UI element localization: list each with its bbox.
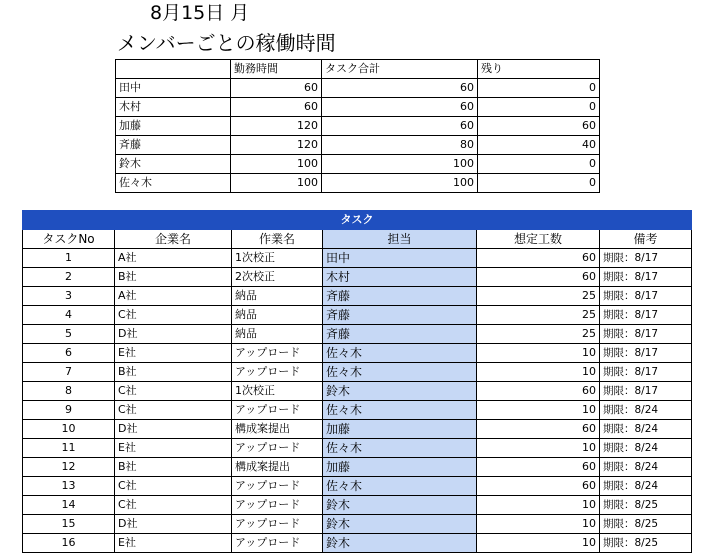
hours-cell[interactable]: 10: [477, 496, 600, 515]
note-cell[interactable]: 期限：8/17: [600, 325, 692, 344]
member-value-cell[interactable]: 100: [322, 174, 478, 193]
note-cell[interactable]: 期限：8/24: [600, 458, 692, 477]
assignee-cell[interactable]: 佐々木: [323, 401, 477, 420]
company-cell[interactable]: B社: [115, 268, 232, 287]
task-row: [23, 515, 692, 534]
note-cell[interactable]: 期限：8/25: [600, 534, 692, 553]
task-row: [23, 534, 692, 553]
note-cell[interactable]: 期限：8/24: [600, 420, 692, 439]
company-cell[interactable]: E社: [115, 439, 232, 458]
member-name-cell[interactable]: 加藤: [116, 117, 231, 136]
company-cell[interactable]: D社: [115, 325, 232, 344]
company-cell[interactable]: D社: [115, 515, 232, 534]
note-cell[interactable]: 期限：8/24: [600, 477, 692, 496]
member-value-cell[interactable]: 60: [231, 98, 322, 117]
task-column-header: 作業名: [232, 230, 323, 249]
task-column-header: 備考: [600, 230, 692, 249]
assignee-cell[interactable]: 佐々木: [323, 363, 477, 382]
member-column-header: 残り: [478, 60, 600, 79]
task-column-header: 担当: [323, 230, 477, 249]
task-no-cell[interactable]: 16: [23, 534, 115, 553]
note-cell[interactable]: 期限：8/24: [600, 401, 692, 420]
task-table: [22, 210, 692, 553]
company-cell[interactable]: C社: [115, 496, 232, 515]
member-value-cell[interactable]: 100: [322, 155, 478, 174]
note-cell[interactable]: 期限：8/17: [600, 363, 692, 382]
task-no-cell[interactable]: 13: [23, 477, 115, 496]
member-value-cell[interactable]: 0: [478, 98, 600, 117]
member-row: [116, 136, 600, 155]
member-value-cell[interactable]: 80: [322, 136, 478, 155]
note-cell[interactable]: 期限：8/25: [600, 515, 692, 534]
hours-cell[interactable]: 60: [477, 458, 600, 477]
task-no-cell[interactable]: 12: [23, 458, 115, 477]
company-cell[interactable]: C社: [115, 401, 232, 420]
work-cell[interactable]: アップロード: [232, 477, 323, 496]
hours-cell[interactable]: 60: [477, 268, 600, 287]
member-row: [116, 79, 600, 98]
hours-cell[interactable]: 10: [477, 363, 600, 382]
task-row: [23, 420, 692, 439]
member-value-cell[interactable]: 60: [478, 117, 600, 136]
company-cell[interactable]: C社: [115, 477, 232, 496]
task-no-cell[interactable]: 1: [23, 249, 115, 268]
hours-cell[interactable]: 25: [477, 287, 600, 306]
task-no-cell[interactable]: 14: [23, 496, 115, 515]
member-name-cell[interactable]: 斉藤: [116, 136, 231, 155]
member-value-cell[interactable]: 100: [231, 155, 322, 174]
hours-cell[interactable]: 10: [477, 515, 600, 534]
company-cell[interactable]: B社: [115, 363, 232, 382]
task-column-header: 企業名: [115, 230, 232, 249]
company-cell[interactable]: D社: [115, 420, 232, 439]
member-header-row: [116, 60, 600, 79]
member-value-cell[interactable]: 40: [478, 136, 600, 155]
work-cell[interactable]: アップロード: [232, 363, 323, 382]
hours-cell[interactable]: 10: [477, 344, 600, 363]
task-row: [23, 439, 692, 458]
assignee-cell[interactable]: 斉藤: [323, 306, 477, 325]
task-no-cell[interactable]: 2: [23, 268, 115, 287]
assignee-cell[interactable]: 斉藤: [323, 325, 477, 344]
task-no-cell[interactable]: 11: [23, 439, 115, 458]
task-row: [23, 382, 692, 401]
hours-cell[interactable]: 10: [477, 401, 600, 420]
note-cell[interactable]: 期限：8/17: [600, 382, 692, 401]
work-cell[interactable]: 1次校正: [232, 249, 323, 268]
task-table-title: タスク: [23, 211, 692, 230]
note-cell[interactable]: 期限：8/25: [600, 496, 692, 515]
assignee-cell[interactable]: 鈴木: [323, 382, 477, 401]
work-cell[interactable]: アップロード: [232, 401, 323, 420]
task-row: [23, 344, 692, 363]
member-row: [116, 117, 600, 136]
note-cell[interactable]: 期限：8/17: [600, 268, 692, 287]
work-cell[interactable]: 納品: [232, 306, 323, 325]
task-row: [23, 363, 692, 382]
note-cell[interactable]: 期限：8/17: [600, 344, 692, 363]
member-column-header: [116, 60, 231, 79]
assignee-cell[interactable]: 鈴木: [323, 515, 477, 534]
assignee-cell[interactable]: 田中: [323, 249, 477, 268]
task-row: [23, 306, 692, 325]
work-cell[interactable]: 2次校正: [232, 268, 323, 287]
member-value-cell[interactable]: 60: [322, 117, 478, 136]
task-header-row: [23, 230, 692, 249]
member-value-cell[interactable]: 120: [231, 136, 322, 155]
member-hours-table: [115, 59, 600, 193]
assignee-cell[interactable]: 鈴木: [323, 534, 477, 553]
member-value-cell[interactable]: 60: [322, 98, 478, 117]
hours-cell[interactable]: 25: [477, 325, 600, 344]
company-cell[interactable]: B社: [115, 458, 232, 477]
task-row: [23, 268, 692, 287]
hours-cell[interactable]: 60: [477, 420, 600, 439]
hours-cell[interactable]: 25: [477, 306, 600, 325]
hours-cell[interactable]: 10: [477, 534, 600, 553]
member-value-cell[interactable]: 120: [231, 117, 322, 136]
task-no-cell[interactable]: 5: [23, 325, 115, 344]
hours-cell[interactable]: 10: [477, 439, 600, 458]
member-value-cell[interactable]: 60: [231, 79, 322, 98]
task-row: [23, 287, 692, 306]
note-cell[interactable]: 期限：8/17: [600, 306, 692, 325]
assignee-cell[interactable]: 加藤: [323, 420, 477, 439]
work-cell[interactable]: 構成案提出: [232, 420, 323, 439]
assignee-cell[interactable]: 加藤: [323, 458, 477, 477]
date-label: 8月15日 月: [150, 2, 250, 24]
work-cell[interactable]: アップロード: [232, 439, 323, 458]
task-no-cell[interactable]: 3: [23, 287, 115, 306]
note-cell[interactable]: 期限：8/17: [600, 249, 692, 268]
assignee-cell[interactable]: 木村: [323, 268, 477, 287]
member-value-cell[interactable]: 0: [478, 79, 600, 98]
work-cell[interactable]: 納品: [232, 287, 323, 306]
task-row: [23, 249, 692, 268]
member-row: [116, 174, 600, 193]
company-cell[interactable]: E社: [115, 534, 232, 553]
task-column-header: 想定工数: [477, 230, 600, 249]
task-no-cell[interactable]: 7: [23, 363, 115, 382]
hours-cell[interactable]: 60: [477, 477, 600, 496]
member-row: [116, 98, 600, 117]
task-row: [23, 325, 692, 344]
company-cell[interactable]: C社: [115, 382, 232, 401]
work-cell[interactable]: アップロード: [232, 515, 323, 534]
work-cell[interactable]: 納品: [232, 325, 323, 344]
member-column-header: 勤務時間: [231, 60, 322, 79]
assignee-cell[interactable]: 佐々木: [323, 439, 477, 458]
member-value-cell[interactable]: 0: [478, 174, 600, 193]
company-cell[interactable]: A社: [115, 287, 232, 306]
member-name-cell[interactable]: 木村: [116, 98, 231, 117]
task-no-cell[interactable]: 8: [23, 382, 115, 401]
company-cell[interactable]: C社: [115, 306, 232, 325]
assignee-cell[interactable]: 斉藤: [323, 287, 477, 306]
member-name-cell[interactable]: 鈴木: [116, 155, 231, 174]
member-column-header: タスク合計: [322, 60, 478, 79]
company-cell[interactable]: A社: [115, 249, 232, 268]
task-no-cell[interactable]: 4: [23, 306, 115, 325]
company-cell[interactable]: E社: [115, 344, 232, 363]
member-row: [116, 155, 600, 174]
work-cell[interactable]: アップロード: [232, 344, 323, 363]
task-no-cell[interactable]: 6: [23, 344, 115, 363]
task-row: [23, 477, 692, 496]
task-row: [23, 496, 692, 515]
task-no-cell[interactable]: 15: [23, 515, 115, 534]
task-row: [23, 458, 692, 477]
member-value-cell[interactable]: 0: [478, 155, 600, 174]
work-cell[interactable]: 1次校正: [232, 382, 323, 401]
task-no-cell[interactable]: 10: [23, 420, 115, 439]
work-cell[interactable]: アップロード: [232, 534, 323, 553]
page-title: メンバーごとの稼働時間: [117, 31, 336, 55]
note-cell[interactable]: 期限：8/17: [600, 287, 692, 306]
member-name-cell[interactable]: 佐々木: [116, 174, 231, 193]
note-cell[interactable]: 期限：8/24: [600, 439, 692, 458]
task-column-header: タスクNo: [23, 230, 115, 249]
work-cell[interactable]: 構成案提出: [232, 458, 323, 477]
task-row: [23, 401, 692, 420]
hours-cell[interactable]: 60: [477, 249, 600, 268]
task-no-cell[interactable]: 9: [23, 401, 115, 420]
assignee-cell[interactable]: 佐々木: [323, 344, 477, 363]
assignee-cell[interactable]: 佐々木: [323, 477, 477, 496]
member-value-cell[interactable]: 100: [231, 174, 322, 193]
work-cell[interactable]: アップロード: [232, 496, 323, 515]
member-name-cell[interactable]: 田中: [116, 79, 231, 98]
hours-cell[interactable]: 60: [477, 382, 600, 401]
assignee-cell[interactable]: 鈴木: [323, 496, 477, 515]
member-value-cell[interactable]: 60: [322, 79, 478, 98]
